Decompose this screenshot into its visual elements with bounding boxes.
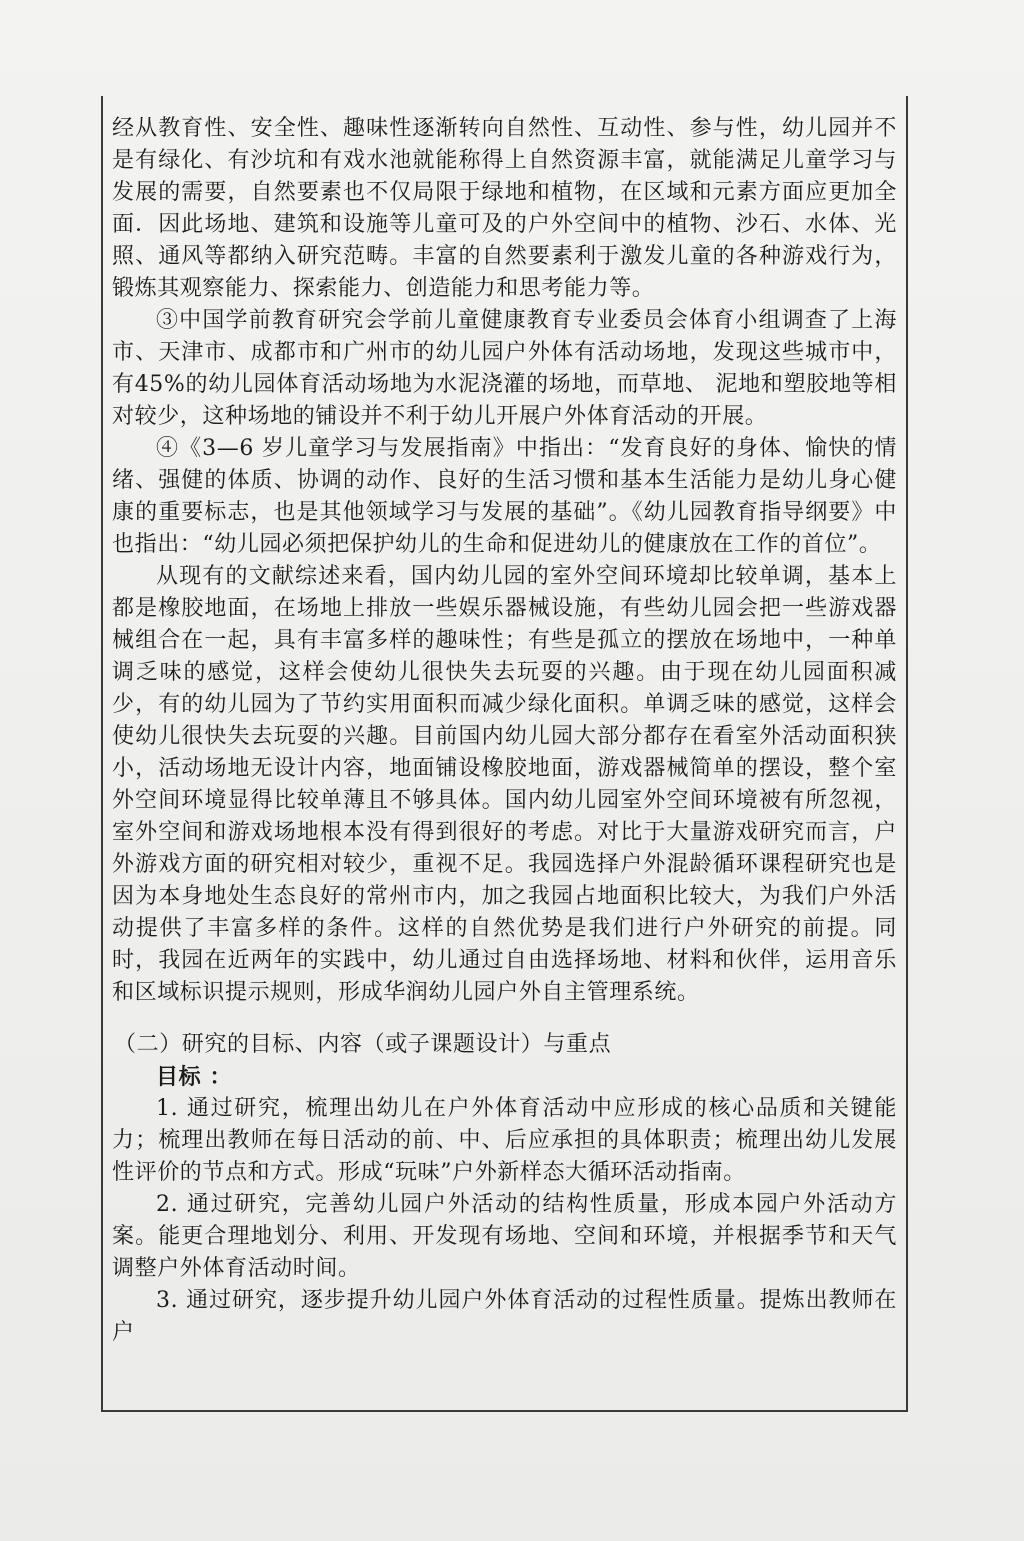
paragraph-guidelines: ④《3—6 岁儿童学习与发展指南》中指出：“发育良好的身体、愉快的情绪、强健的体质、协调的动作、良好的生活习惯和基本生活能力是幼儿身心健康的重要标志，也是其他领域学习与发展的基础”。《幼儿园教育指导纲要》中也指出：“幼儿园必须把保护幼儿的生命和促进幼儿的健康放在工作的首位”。 xyxy=(112,436,897,557)
goal-label: 目标 ： xyxy=(156,1064,233,1090)
section-heading: （二）研究的目标、内容（或子课题设计）与重点 xyxy=(114,1032,612,1057)
goal-item-3: 3. 通过研究，逐步提升幼儿园户外体育活动的过程性质量。提炼出教师在户 xyxy=(112,1288,897,1345)
goal-item-2: 2. 通过研究，完善幼儿园户外活动的结构性质量，形成本园户外活动方案。能更合理地划分、利用、开发现有场地、空间和环境，并根据季节和天气调整户外体育活动时间。 xyxy=(112,1192,897,1281)
paragraph-natural-elements: 经从教育性、安全性、趣味性逐渐转向自然性、互动性、参与性，幼儿园并不是有绿化、有沙坑和有戏水池就能称得上自然资源丰富，就能满足儿童学习与发展的需要，自然要素也不仅局限于绿地和植物，在区域和元素方面应更加全面．因此场地、建筑和设施等儿童可及的户外空间中的植物、沙石、水体、光照、通风等都纳入研究范畴。丰富的自然要素利于激发儿童的各种游戏行为，锻炼其观察能力、探索能力、创造能力和思考能力等。 xyxy=(112,116,897,301)
paragraph-literature-review: 从现有的文献综述来看，国内幼儿园的室外空间环境却比较单调，基本上都是橡胶地面，在场地上排放一些娱乐器械设施，有些幼儿园会把一些游戏器械组合在一起，具有丰富多样的趣味性；有些是孤立的摆放在场地中，一种单调乏味的感觉，这样会使幼儿很快失去玩耍的兴趣。由于现在幼儿园面积减少，有的幼儿园为了节约实用面积而减少绿化面积。单调乏味的感觉，这样会使幼儿很快失去玩耍的兴趣。目前国内幼儿园大部分都存在看室外活动面积狭小，活动场地无设计内容，地面铺设橡胶地面，游戏器械简单的摆设，整个室外空间环境显得比较单薄且不够具体。国内幼儿园室外空间环境被有所忽视，室外空间和游戏场地根本没有得到很好的考虑。对比于大量游戏研究而言，户外游戏方面的研究相对较少，重视不足。我园选择户外混龄循环课程研究也是因为本身地处生态良好的常州市内，加之我园占地面积比较大，为我们户外活动提供了丰富多样的条件。这样的自然优势是我们进行户外研究的前提。同时，我园在近两年的实践中，幼儿通过自由选择场地、材料和伙伴，运用音乐和区域标识提示规则，形成华润幼儿园户外自主管理系统。 xyxy=(112,564,897,1005)
goal-item-1: 1. 通过研究，梳理出幼儿在户外体育活动中应形成的核心品质和关键能力；梳理出教师在每日活动的前、中、后应承担的具体职责；梳理出幼儿发展性评价的节点和方式。形成“玩味”户外新样态大循环活动指南。 xyxy=(112,1096,897,1185)
paragraph-survey: ③中国学前教育研究会学前儿童健康教育专业委员会体育小组调查了上海市、天津市、成都市和广州市的幼儿园户外体有活动场地，发现这些城市中，有45%的幼儿园体育活动场地为水泥浇灌的场地，而草地、 泥地和塑胶地等相对较少，这种场地的铺设并不利于幼儿开展户外体育活动的开展。 xyxy=(112,308,897,429)
document-body xyxy=(112,113,897,1349)
